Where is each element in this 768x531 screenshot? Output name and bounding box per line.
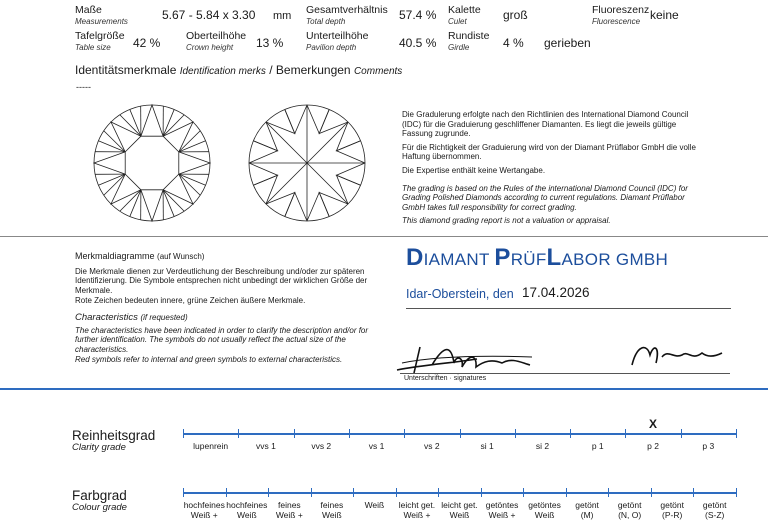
lab-name-p: P bbox=[494, 244, 511, 271]
blue-separator bbox=[0, 388, 768, 390]
grading-en-2: This diamond grading report is not a valuation or appraisal. bbox=[402, 216, 611, 226]
tafel-label: Tafelgröße bbox=[75, 30, 125, 42]
kalette-label: Kalette bbox=[448, 4, 481, 16]
grade-cell bbox=[183, 500, 226, 520]
scale-tick bbox=[570, 429, 571, 438]
scale-tick bbox=[294, 429, 295, 438]
diagrams-en-2: Red symbols refer to internal and green symbols to external characteristics. bbox=[75, 355, 343, 365]
diagrams-de-2: Rote Zeichen bedeuten innere, grüne Zeichen äußere Merkmale. bbox=[75, 296, 306, 306]
scale-tick bbox=[349, 429, 350, 438]
grade-line-1: getönt bbox=[702, 500, 727, 510]
diagrams-title: Merkmaldiagramme bbox=[75, 251, 155, 261]
rundiste-label: Rundiste bbox=[448, 30, 490, 42]
grading-de-2: Für die Richtigkeit der Graduierung wird von der Diamant Prüflabor GmbH die volle Haftung übernommen. bbox=[402, 142, 696, 162]
grade-cell bbox=[268, 500, 311, 520]
unterteil-value: 40.5 % bbox=[399, 36, 437, 50]
grade-line-1: getöntes bbox=[485, 500, 519, 510]
colour-scale-line bbox=[183, 492, 736, 494]
grade-cell: vs 2 bbox=[424, 441, 440, 451]
grade-line-2: (S-Z) bbox=[705, 510, 725, 520]
scale-tick bbox=[625, 429, 626, 438]
tafel-value: 42 % bbox=[133, 36, 161, 50]
grade-cell: p 1 bbox=[591, 441, 604, 451]
grade-cell bbox=[353, 500, 396, 510]
grade-line-2: Weiß + bbox=[403, 510, 431, 520]
scale-tick bbox=[523, 488, 524, 497]
scale-tick bbox=[681, 429, 682, 438]
rundiste-value: 4 % bbox=[503, 36, 524, 50]
gesamt-sub: Total depth bbox=[306, 17, 346, 26]
grade-cell: si 1 bbox=[480, 441, 494, 451]
masse-unit: mm bbox=[273, 10, 292, 22]
oberteil-label: Oberteilhöhe bbox=[186, 30, 247, 42]
grade-cell: vs 1 bbox=[368, 441, 385, 451]
grade-cell bbox=[438, 500, 481, 520]
scale-tick bbox=[693, 488, 694, 497]
grade-cell: vvs 2 bbox=[311, 441, 332, 451]
grade-cell bbox=[693, 500, 736, 520]
grading-de-1: Die Gradulerung erfolgte nach den Richtlinien des International Diamond Council (IDC) für die Graduierung geschliffener Diamanten. Es liegt die jeweils gültige Fassung zugrunde. bbox=[402, 110, 689, 139]
signatures-label: Unterschriften · signatures bbox=[404, 375, 487, 382]
clarity-label: Reinheitsgrad bbox=[72, 428, 156, 443]
diamond-diagram bbox=[85, 100, 385, 230]
scale-tick bbox=[608, 488, 609, 497]
remarks-title-en: Comments bbox=[353, 66, 403, 77]
grade-line-1: leicht get. bbox=[441, 500, 478, 510]
grade-line-2: Weiß bbox=[322, 510, 342, 520]
grade-cell: si 2 bbox=[535, 441, 550, 451]
grade-line-2: (N, O) bbox=[618, 510, 642, 520]
identity-title-en: Identification merks bbox=[179, 66, 266, 77]
grade-line-2: Weiß bbox=[236, 510, 257, 520]
lab-name-d: D bbox=[406, 244, 424, 271]
grade-cell bbox=[608, 500, 651, 520]
clarity-sub: Clarity grade bbox=[72, 442, 126, 453]
identity-title: Identitätsmerkmale bbox=[75, 63, 177, 77]
scale-tick bbox=[183, 488, 184, 497]
fluoreszenz-value: keine bbox=[650, 8, 679, 22]
grade-line-1: hochfeines bbox=[183, 500, 225, 510]
grade-line-2: (P-R) bbox=[662, 510, 683, 520]
grade-cell: lupenrein bbox=[193, 441, 229, 451]
oberteil-sub: Crown height bbox=[186, 43, 234, 52]
scale-tick bbox=[183, 429, 184, 438]
grading-text-block bbox=[402, 110, 702, 226]
grade-line-1: hochfeines bbox=[226, 500, 268, 510]
oberteil-value: 13 % bbox=[256, 36, 284, 50]
colour-sub: Colour grade bbox=[72, 502, 127, 513]
masse-value: 5.67 - 5.84 x 3.30 bbox=[162, 8, 256, 22]
diagrams-en-1: The characteristics have been indicated in order to clarify the description and/or for further identification. The symbols do not usually reflect the actual size of the characteristics. bbox=[75, 325, 369, 354]
diagrams-en-note: (if requested) bbox=[140, 312, 188, 322]
grade-cell bbox=[396, 500, 439, 520]
identity-heading bbox=[75, 63, 402, 77]
grade-line-1: leicht get. bbox=[398, 500, 436, 510]
grade-line-2: Weiß bbox=[534, 510, 555, 520]
grade-line-1: getönt bbox=[660, 500, 684, 510]
grade-line-1: getönt bbox=[617, 500, 642, 510]
colour-label: Farbgrad bbox=[72, 488, 127, 503]
fluoreszenz-sub: Fluorescence bbox=[592, 17, 641, 26]
kalette-value: groß bbox=[503, 8, 528, 22]
clarity-mark: X bbox=[649, 417, 658, 431]
signature-rule bbox=[400, 373, 730, 374]
grading-en-1: The grading is based on the Rules of the international Diamond Council (IDC) for Grading Polished Diamonds according to current regulations. Diamant Prüflabor GmbH takes full responsibility for correct grading. bbox=[402, 183, 688, 212]
grade-cell bbox=[226, 500, 269, 520]
grade-cell bbox=[566, 500, 609, 520]
tafel-sub: Table size bbox=[75, 43, 111, 52]
lab-date: 17.04.2026 bbox=[522, 285, 590, 300]
characteristics-block bbox=[75, 252, 387, 365]
lab-city: Idar-Oberstein, den bbox=[406, 287, 514, 301]
masse-sub: Measurements bbox=[75, 17, 128, 26]
scale-tick bbox=[481, 488, 482, 497]
pavilion-view-diagram bbox=[249, 105, 365, 221]
masse-label: Maße bbox=[75, 4, 102, 16]
scale-tick bbox=[353, 488, 354, 497]
rundiste-extra: gerieben bbox=[544, 36, 591, 50]
unterteil-label: Unterteilhöhe bbox=[306, 30, 369, 42]
gesamt-label: Gesamtverhältnis bbox=[306, 4, 388, 16]
grade-cell bbox=[481, 500, 524, 520]
scale-tick bbox=[268, 488, 269, 497]
grade-cell: vvs 1 bbox=[256, 441, 276, 451]
remarks-title: Bemerkungen bbox=[275, 63, 351, 77]
grade-cell bbox=[311, 500, 354, 520]
kalette-sub: Culet bbox=[448, 17, 467, 26]
lab-name-3: ABOR GMBH bbox=[561, 250, 669, 269]
grade-line-2: Weiß + bbox=[488, 510, 516, 520]
lab-name-l: L bbox=[546, 244, 562, 271]
diagrams-title-note: (auf Wunsch) bbox=[157, 252, 205, 261]
scale-tick bbox=[566, 488, 567, 497]
scale-tick bbox=[651, 488, 652, 497]
identity-sep: / bbox=[265, 63, 276, 77]
scale-tick bbox=[238, 429, 239, 438]
grade-cell bbox=[523, 500, 566, 520]
grading-de-3: Die Expertise enthält keine Wertangabe. bbox=[402, 165, 546, 175]
grade-cell: p 3 bbox=[702, 441, 715, 451]
scale-tick bbox=[404, 429, 405, 438]
diagrams-de-1: Die Merkmale dienen zur Verdeutlichung der Beschreibung und/oder zur späteren Identifizierung. Die Symbole entsprechen nicht unbedingt der wirklichen Größe der Merkmale. bbox=[75, 266, 368, 295]
section-divider bbox=[0, 236, 768, 237]
grade-line-1: getönt bbox=[575, 500, 599, 510]
identity-placeholder: ----- bbox=[76, 82, 91, 92]
scale-tick bbox=[736, 488, 737, 497]
date-rule bbox=[406, 308, 731, 309]
grade-line-1: feines bbox=[277, 500, 301, 510]
lab-name-1: IAMANT bbox=[423, 250, 495, 269]
crown-view-diagram bbox=[94, 105, 210, 221]
scale-tick bbox=[396, 488, 397, 497]
scale-tick bbox=[226, 488, 227, 497]
scale-tick bbox=[311, 488, 312, 497]
lab-name-2: RÜF bbox=[510, 250, 547, 269]
lab-name bbox=[406, 244, 668, 272]
scale-tick bbox=[736, 429, 737, 438]
grade-cell: p 2 bbox=[647, 441, 659, 451]
grade-line-2: Weiß + bbox=[275, 510, 303, 520]
fluoreszenz-label: Fluoreszenz bbox=[592, 4, 650, 16]
gesamt-value: 57.4 % bbox=[399, 8, 437, 22]
grade-line-1: Weiß bbox=[364, 500, 385, 510]
grade-line-1: getöntes bbox=[528, 500, 561, 510]
grade-cell bbox=[651, 500, 694, 520]
scale-tick bbox=[460, 429, 461, 438]
scale-tick bbox=[515, 429, 516, 438]
grade-line-2: Weiß bbox=[449, 510, 470, 520]
scale-tick bbox=[438, 488, 439, 497]
rundiste-sub: Girdle bbox=[448, 43, 470, 52]
grade-line-2: Weiß + bbox=[190, 510, 218, 520]
grade-line-1: feines bbox=[320, 500, 344, 510]
unterteil-sub: Pavilion depth bbox=[306, 43, 357, 52]
grade-line-2: (M) bbox=[580, 510, 594, 520]
diagrams-en-title: Characteristics bbox=[75, 311, 138, 323]
